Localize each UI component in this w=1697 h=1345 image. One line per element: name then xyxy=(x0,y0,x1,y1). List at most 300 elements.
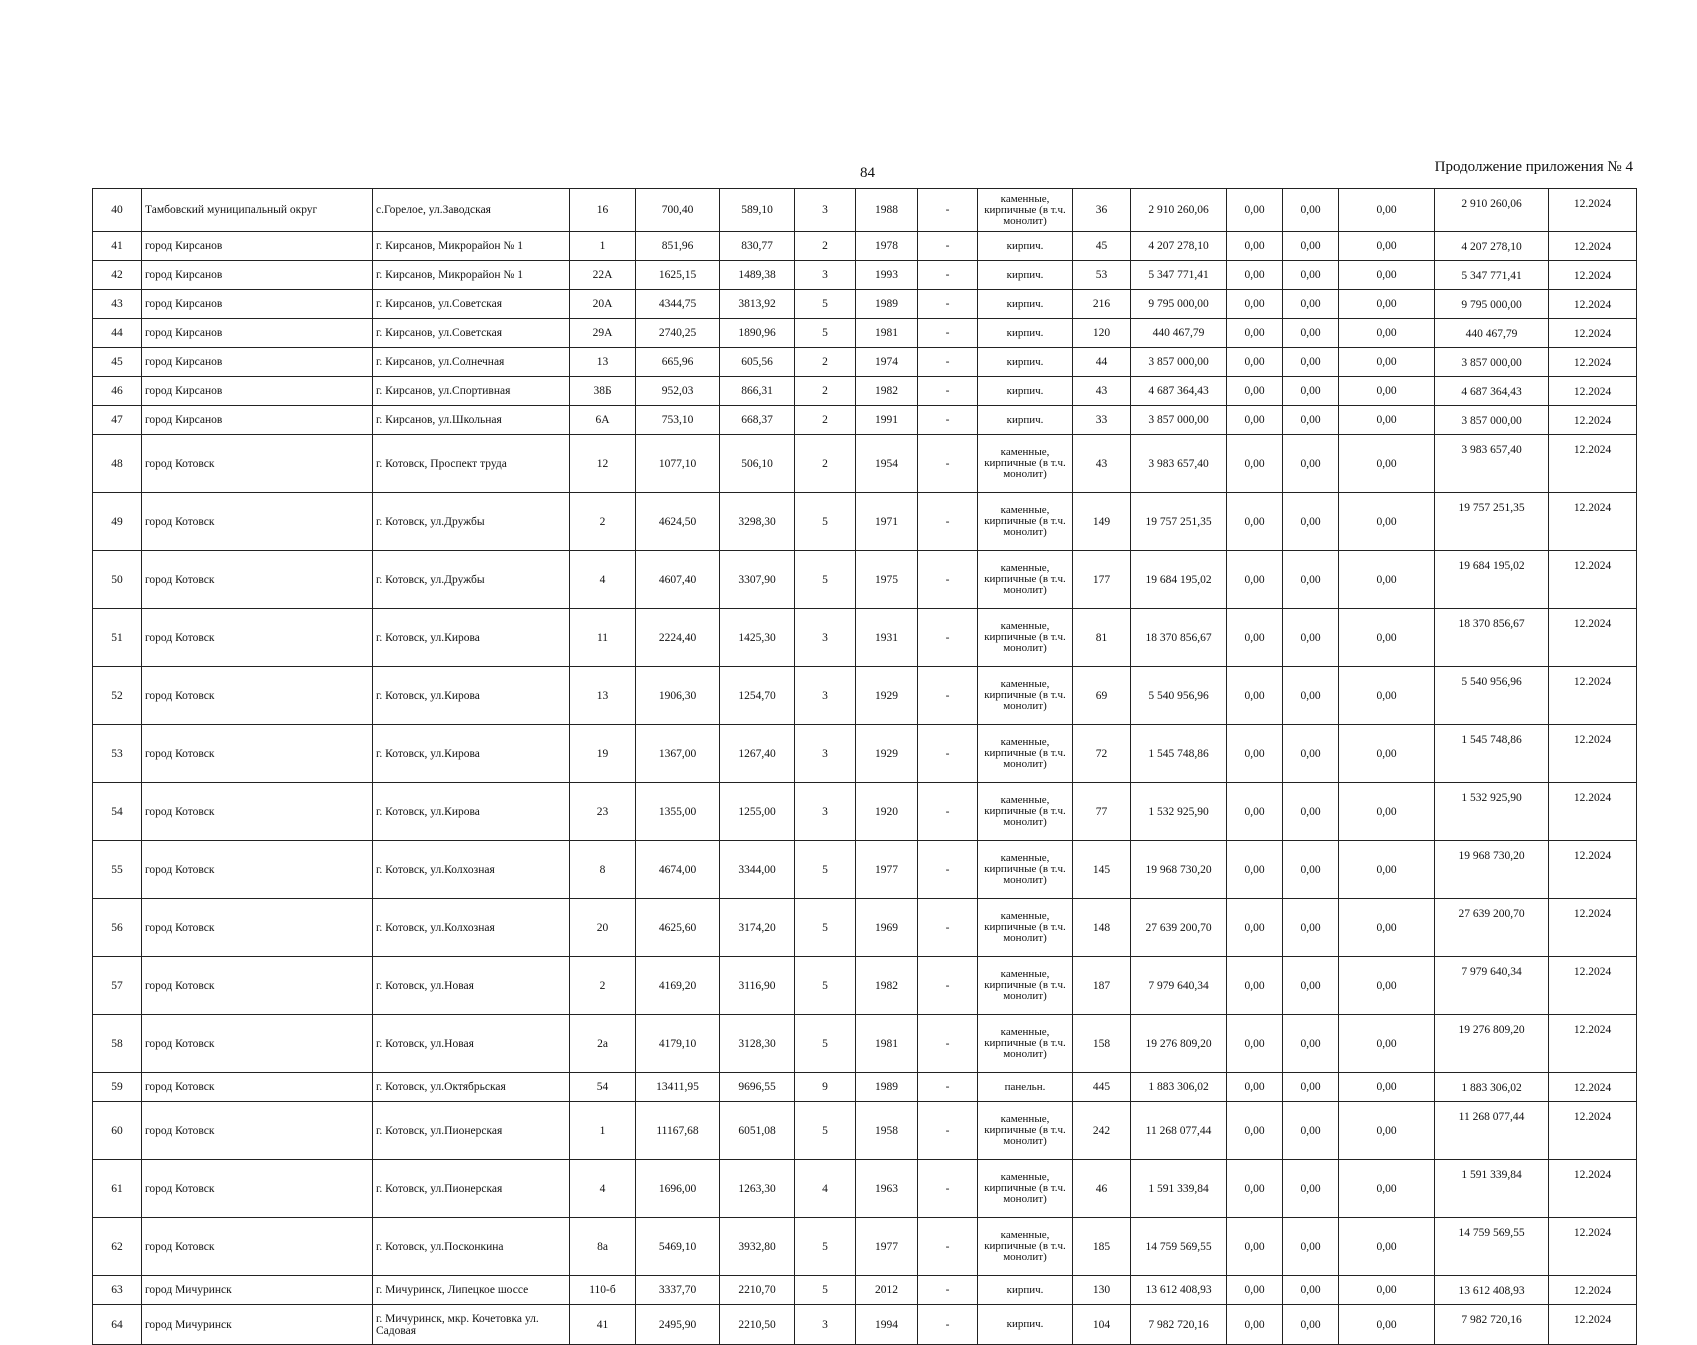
living-area: 3344,00 xyxy=(720,841,795,899)
year-built: 1989 xyxy=(856,290,918,319)
address: г. Котовск, ул.Кирова xyxy=(373,667,570,725)
year-built: 1982 xyxy=(856,957,918,1015)
floors: 2 xyxy=(795,348,856,377)
living-area: 506,10 xyxy=(720,435,795,493)
address: г. Котовск, ул.Колхозная xyxy=(373,899,570,957)
total-cost: 1 883 306,02 xyxy=(1131,1073,1227,1102)
row-number: 62 xyxy=(93,1218,142,1276)
cost-col-2: 0,00 xyxy=(1283,1102,1339,1160)
cost-col-3: 0,00 xyxy=(1339,1218,1435,1276)
municipality: город Кирсанов xyxy=(142,261,373,290)
municipality: город Котовск xyxy=(142,609,373,667)
residents: 44 xyxy=(1073,348,1131,377)
floors: 5 xyxy=(795,493,856,551)
cost-col-2: 0,00 xyxy=(1283,406,1339,435)
living-area: 1267,40 xyxy=(720,725,795,783)
year-built: 1969 xyxy=(856,899,918,957)
total-cost: 3 983 657,40 xyxy=(1131,435,1227,493)
residents: 45 xyxy=(1073,232,1131,261)
dash: - xyxy=(918,1102,978,1160)
floors: 3 xyxy=(795,1305,856,1345)
municipality: город Котовск xyxy=(142,725,373,783)
living-area: 1254,70 xyxy=(720,667,795,725)
residents: 445 xyxy=(1073,1073,1131,1102)
residents: 33 xyxy=(1073,406,1131,435)
floors: 3 xyxy=(795,261,856,290)
total-cost: 7 979 640,34 xyxy=(1131,957,1227,1015)
municipality: город Котовск xyxy=(142,435,373,493)
year-built: 1974 xyxy=(856,348,918,377)
address: г. Котовск, ул.Кирова xyxy=(373,783,570,841)
cost-col-2: 0,00 xyxy=(1283,232,1339,261)
wall-material: каменные, кирпичные (в т.ч. монолит) xyxy=(978,609,1073,667)
residents: 216 xyxy=(1073,290,1131,319)
residents: 72 xyxy=(1073,725,1131,783)
house-number: 2 xyxy=(570,957,636,1015)
row-number: 41 xyxy=(93,232,142,261)
cost-col-2: 0,00 xyxy=(1283,348,1339,377)
municipality: город Кирсанов xyxy=(142,348,373,377)
cost-col-3: 0,00 xyxy=(1339,1160,1435,1218)
total-cost: 27 639 200,70 xyxy=(1131,899,1227,957)
year-built: 1981 xyxy=(856,319,918,348)
table-row xyxy=(93,1073,1637,1102)
residents: 36 xyxy=(1073,189,1131,232)
house-number: 2 xyxy=(570,493,636,551)
house-number: 20А xyxy=(570,290,636,319)
cost-sum: 1 545 748,86 xyxy=(1435,725,1549,783)
house-number: 1 xyxy=(570,232,636,261)
living-area: 2210,50 xyxy=(720,1305,795,1345)
wall-material: каменные, кирпичные (в т.ч. монолит) xyxy=(978,957,1073,1015)
cost-col-1: 0,00 xyxy=(1227,1218,1283,1276)
address: г. Кирсанов, ул.Школьная xyxy=(373,406,570,435)
wall-material: каменные, кирпичные (в т.ч. монолит) xyxy=(978,1102,1073,1160)
house-number: 12 xyxy=(570,435,636,493)
wall-material: кирпич. xyxy=(978,290,1073,319)
floors: 9 xyxy=(795,1073,856,1102)
completion-date: 12.2024 xyxy=(1549,435,1637,493)
dash: - xyxy=(918,232,978,261)
cost-col-1: 0,00 xyxy=(1227,783,1283,841)
municipality: город Кирсанов xyxy=(142,406,373,435)
cost-sum: 5 347 771,41 xyxy=(1435,261,1549,290)
cost-col-3: 0,00 xyxy=(1339,1305,1435,1345)
completion-date: 12.2024 xyxy=(1549,957,1637,1015)
total-area: 2224,40 xyxy=(636,609,720,667)
residents: 69 xyxy=(1073,667,1131,725)
cost-col-2: 0,00 xyxy=(1283,261,1339,290)
municipality: город Котовск xyxy=(142,1160,373,1218)
dash: - xyxy=(918,1073,978,1102)
completion-date: 12.2024 xyxy=(1549,609,1637,667)
floors: 5 xyxy=(795,841,856,899)
dash: - xyxy=(918,1218,978,1276)
wall-material: каменные, кирпичные (в т.ч. монолит) xyxy=(978,1218,1073,1276)
total-cost: 19 684 195,02 xyxy=(1131,551,1227,609)
floors: 3 xyxy=(795,189,856,232)
municipality: город Кирсанов xyxy=(142,290,373,319)
year-built: 1994 xyxy=(856,1305,918,1345)
residents: 187 xyxy=(1073,957,1131,1015)
dash: - xyxy=(918,435,978,493)
row-number: 40 xyxy=(93,189,142,232)
cost-sum: 3 857 000,00 xyxy=(1435,348,1549,377)
cost-col-1: 0,00 xyxy=(1227,1160,1283,1218)
cost-col-2: 0,00 xyxy=(1283,189,1339,232)
address: г. Котовск, Проспект труда xyxy=(373,435,570,493)
cost-col-1: 0,00 xyxy=(1227,899,1283,957)
house-number: 38Б xyxy=(570,377,636,406)
cost-sum: 5 540 956,96 xyxy=(1435,667,1549,725)
cost-col-2: 0,00 xyxy=(1283,1160,1339,1218)
row-number: 63 xyxy=(93,1276,142,1305)
row-number: 58 xyxy=(93,1015,142,1073)
total-cost: 4 687 364,43 xyxy=(1131,377,1227,406)
wall-material: каменные, кирпичные (в т.ч. монолит) xyxy=(978,1015,1073,1073)
residents: 43 xyxy=(1073,377,1131,406)
cost-col-2: 0,00 xyxy=(1283,957,1339,1015)
dash: - xyxy=(918,551,978,609)
completion-date: 12.2024 xyxy=(1549,290,1637,319)
wall-material: каменные, кирпичные (в т.ч. монолит) xyxy=(978,783,1073,841)
cost-col-2: 0,00 xyxy=(1283,493,1339,551)
table-row xyxy=(93,493,1637,551)
wall-material: каменные, кирпичные (в т.ч. монолит) xyxy=(978,1160,1073,1218)
total-area: 4674,00 xyxy=(636,841,720,899)
completion-date: 12.2024 xyxy=(1549,232,1637,261)
living-area: 1425,30 xyxy=(720,609,795,667)
row-number: 57 xyxy=(93,957,142,1015)
completion-date: 12.2024 xyxy=(1549,1073,1637,1102)
cost-col-3: 0,00 xyxy=(1339,1015,1435,1073)
municipality: город Мичуринск xyxy=(142,1305,373,1345)
completion-date: 12.2024 xyxy=(1549,841,1637,899)
dash: - xyxy=(918,319,978,348)
cost-col-2: 0,00 xyxy=(1283,1305,1339,1345)
row-number: 47 xyxy=(93,406,142,435)
municipality: город Котовск xyxy=(142,783,373,841)
table-row xyxy=(93,957,1637,1015)
residents: 104 xyxy=(1073,1305,1131,1345)
row-number: 51 xyxy=(93,609,142,667)
address: г. Кирсанов, Микрорайон № 1 xyxy=(373,232,570,261)
cost-col-1: 0,00 xyxy=(1227,1305,1283,1345)
table-row xyxy=(93,1276,1637,1305)
wall-material: кирпич. xyxy=(978,377,1073,406)
house-number: 110-б xyxy=(570,1276,636,1305)
cost-col-2: 0,00 xyxy=(1283,609,1339,667)
municipality: город Котовск xyxy=(142,667,373,725)
cost-col-1: 0,00 xyxy=(1227,435,1283,493)
cost-col-3: 0,00 xyxy=(1339,783,1435,841)
completion-date: 12.2024 xyxy=(1549,1102,1637,1160)
house-number: 13 xyxy=(570,348,636,377)
living-area: 3116,90 xyxy=(720,957,795,1015)
address: г. Кирсанов, ул.Советская xyxy=(373,319,570,348)
cost-col-2: 0,00 xyxy=(1283,1218,1339,1276)
cost-col-1: 0,00 xyxy=(1227,667,1283,725)
living-area: 6051,08 xyxy=(720,1102,795,1160)
total-area: 3337,70 xyxy=(636,1276,720,1305)
completion-date: 12.2024 xyxy=(1549,1305,1637,1345)
year-built: 1977 xyxy=(856,1218,918,1276)
living-area: 3813,92 xyxy=(720,290,795,319)
completion-date: 12.2024 xyxy=(1549,783,1637,841)
municipality: город Кирсанов xyxy=(142,232,373,261)
cost-col-1: 0,00 xyxy=(1227,1073,1283,1102)
completion-date: 12.2024 xyxy=(1549,377,1637,406)
wall-material: каменные, кирпичные (в т.ч. монолит) xyxy=(978,435,1073,493)
floors: 5 xyxy=(795,957,856,1015)
house-number: 2а xyxy=(570,1015,636,1073)
cost-sum: 4 207 278,10 xyxy=(1435,232,1549,261)
total-area: 4624,50 xyxy=(636,493,720,551)
house-number: 16 xyxy=(570,189,636,232)
total-cost: 440 467,79 xyxy=(1131,319,1227,348)
cost-col-1: 0,00 xyxy=(1227,377,1283,406)
cost-sum: 18 370 856,67 xyxy=(1435,609,1549,667)
table-row xyxy=(93,1102,1637,1160)
house-number: 13 xyxy=(570,667,636,725)
total-area: 4625,60 xyxy=(636,899,720,957)
address: г. Котовск, ул.Кирова xyxy=(373,725,570,783)
total-cost: 19 968 730,20 xyxy=(1131,841,1227,899)
floors: 5 xyxy=(795,319,856,348)
cost-col-1: 0,00 xyxy=(1227,609,1283,667)
table-row xyxy=(93,899,1637,957)
total-cost: 5 347 771,41 xyxy=(1131,261,1227,290)
address: г. Котовск, ул.Октябрьская xyxy=(373,1073,570,1102)
municipality: город Кирсанов xyxy=(142,319,373,348)
residents: 148 xyxy=(1073,899,1131,957)
cost-sum: 19 757 251,35 xyxy=(1435,493,1549,551)
living-area: 2210,70 xyxy=(720,1276,795,1305)
table-row xyxy=(93,189,1637,232)
cost-col-3: 0,00 xyxy=(1339,261,1435,290)
total-area: 4344,75 xyxy=(636,290,720,319)
cost-sum: 2 910 260,06 xyxy=(1435,189,1549,232)
row-number: 45 xyxy=(93,348,142,377)
floors: 3 xyxy=(795,609,856,667)
municipality: город Котовск xyxy=(142,1102,373,1160)
house-number: 8а xyxy=(570,1218,636,1276)
cost-col-3: 0,00 xyxy=(1339,957,1435,1015)
cost-col-3: 0,00 xyxy=(1339,493,1435,551)
cost-col-1: 0,00 xyxy=(1227,406,1283,435)
cost-col-3: 0,00 xyxy=(1339,406,1435,435)
cost-col-2: 0,00 xyxy=(1283,667,1339,725)
dash: - xyxy=(918,377,978,406)
row-number: 43 xyxy=(93,290,142,319)
row-number: 53 xyxy=(93,725,142,783)
cost-col-3: 0,00 xyxy=(1339,725,1435,783)
cost-col-3: 0,00 xyxy=(1339,377,1435,406)
table-row xyxy=(93,290,1637,319)
cost-col-2: 0,00 xyxy=(1283,435,1339,493)
total-cost: 4 207 278,10 xyxy=(1131,232,1227,261)
living-area: 830,77 xyxy=(720,232,795,261)
municipality: город Котовск xyxy=(142,841,373,899)
house-number: 41 xyxy=(570,1305,636,1345)
dash: - xyxy=(918,261,978,290)
housing-table xyxy=(92,188,1637,1345)
address: г. Котовск, ул.Пионерская xyxy=(373,1102,570,1160)
total-area: 13411,95 xyxy=(636,1073,720,1102)
cost-col-2: 0,00 xyxy=(1283,783,1339,841)
wall-material: каменные, кирпичные (в т.ч. монолит) xyxy=(978,841,1073,899)
municipality: город Котовск xyxy=(142,551,373,609)
cost-col-2: 0,00 xyxy=(1283,1276,1339,1305)
address: г. Кирсанов, ул.Советская xyxy=(373,290,570,319)
table-row xyxy=(93,551,1637,609)
row-number: 61 xyxy=(93,1160,142,1218)
year-built: 1971 xyxy=(856,493,918,551)
total-cost: 19 757 251,35 xyxy=(1131,493,1227,551)
cost-sum: 27 639 200,70 xyxy=(1435,899,1549,957)
address: г. Котовск, ул.Посконкина xyxy=(373,1218,570,1276)
address: г. Котовск, ул.Новая xyxy=(373,1015,570,1073)
floors: 5 xyxy=(795,1218,856,1276)
year-built: 2012 xyxy=(856,1276,918,1305)
total-cost: 9 795 000,00 xyxy=(1131,290,1227,319)
cost-col-1: 0,00 xyxy=(1227,493,1283,551)
cost-col-1: 0,00 xyxy=(1227,261,1283,290)
dash: - xyxy=(918,1305,978,1345)
total-area: 753,10 xyxy=(636,406,720,435)
living-area: 3298,30 xyxy=(720,493,795,551)
living-area: 3174,20 xyxy=(720,899,795,957)
residents: 149 xyxy=(1073,493,1131,551)
cost-col-1: 0,00 xyxy=(1227,725,1283,783)
wall-material: каменные, кирпичные (в т.ч. монолит) xyxy=(978,667,1073,725)
appendix-title: Продолжение приложения № 4 xyxy=(1434,159,1633,175)
total-cost: 1 591 339,84 xyxy=(1131,1160,1227,1218)
year-built: 1988 xyxy=(856,189,918,232)
cost-col-3: 0,00 xyxy=(1339,319,1435,348)
year-built: 1929 xyxy=(856,725,918,783)
cost-col-2: 0,00 xyxy=(1283,725,1339,783)
cost-sum: 7 982 720,16 xyxy=(1435,1305,1549,1345)
cost-col-1: 0,00 xyxy=(1227,551,1283,609)
floors: 5 xyxy=(795,1015,856,1073)
living-area: 866,31 xyxy=(720,377,795,406)
cost-sum: 1 532 925,90 xyxy=(1435,783,1549,841)
year-built: 1975 xyxy=(856,551,918,609)
total-cost: 2 910 260,06 xyxy=(1131,189,1227,232)
cost-col-3: 0,00 xyxy=(1339,1276,1435,1305)
residents: 81 xyxy=(1073,609,1131,667)
house-number: 22А xyxy=(570,261,636,290)
cost-col-2: 0,00 xyxy=(1283,551,1339,609)
cost-col-3: 0,00 xyxy=(1339,609,1435,667)
living-area: 589,10 xyxy=(720,189,795,232)
table-row xyxy=(93,1305,1637,1345)
cost-col-2: 0,00 xyxy=(1283,1073,1339,1102)
cost-sum: 3 857 000,00 xyxy=(1435,406,1549,435)
living-area: 1255,00 xyxy=(720,783,795,841)
dash: - xyxy=(918,783,978,841)
municipality: город Кирсанов xyxy=(142,377,373,406)
total-area: 851,96 xyxy=(636,232,720,261)
residents: 242 xyxy=(1073,1102,1131,1160)
residents: 120 xyxy=(1073,319,1131,348)
total-cost: 13 612 408,93 xyxy=(1131,1276,1227,1305)
completion-date: 12.2024 xyxy=(1549,189,1637,232)
address: г. Кирсанов, Микрорайон № 1 xyxy=(373,261,570,290)
floors: 5 xyxy=(795,1276,856,1305)
residents: 43 xyxy=(1073,435,1131,493)
completion-date: 12.2024 xyxy=(1549,725,1637,783)
floors: 5 xyxy=(795,899,856,957)
year-built: 1931 xyxy=(856,609,918,667)
cost-col-3: 0,00 xyxy=(1339,551,1435,609)
cost-col-1: 0,00 xyxy=(1227,348,1283,377)
floors: 4 xyxy=(795,1160,856,1218)
year-built: 1954 xyxy=(856,435,918,493)
cost-col-3: 0,00 xyxy=(1339,232,1435,261)
house-number: 19 xyxy=(570,725,636,783)
cost-sum: 11 268 077,44 xyxy=(1435,1102,1549,1160)
municipality: город Котовск xyxy=(142,1015,373,1073)
year-built: 1958 xyxy=(856,1102,918,1160)
year-built: 1978 xyxy=(856,232,918,261)
completion-date: 12.2024 xyxy=(1549,1160,1637,1218)
row-number: 50 xyxy=(93,551,142,609)
floors: 2 xyxy=(795,377,856,406)
address: г. Мичуринск, Липецкое шоссе xyxy=(373,1276,570,1305)
cost-col-2: 0,00 xyxy=(1283,377,1339,406)
completion-date: 12.2024 xyxy=(1549,551,1637,609)
total-area: 2495,90 xyxy=(636,1305,720,1345)
total-cost: 11 268 077,44 xyxy=(1131,1102,1227,1160)
cost-sum: 19 968 730,20 xyxy=(1435,841,1549,899)
house-number: 23 xyxy=(570,783,636,841)
total-cost: 19 276 809,20 xyxy=(1131,1015,1227,1073)
total-area: 1906,30 xyxy=(636,667,720,725)
address: г. Котовск, ул.Кирова xyxy=(373,609,570,667)
cost-sum: 19 276 809,20 xyxy=(1435,1015,1549,1073)
year-built: 1929 xyxy=(856,667,918,725)
floors: 5 xyxy=(795,551,856,609)
dash: - xyxy=(918,1015,978,1073)
cost-col-3: 0,00 xyxy=(1339,290,1435,319)
living-area: 3307,90 xyxy=(720,551,795,609)
address: с.Горелое, ул.Заводская xyxy=(373,189,570,232)
completion-date: 12.2024 xyxy=(1549,261,1637,290)
completion-date: 12.2024 xyxy=(1549,319,1637,348)
residents: 158 xyxy=(1073,1015,1131,1073)
house-number: 29А xyxy=(570,319,636,348)
total-area: 700,40 xyxy=(636,189,720,232)
completion-date: 12.2024 xyxy=(1549,667,1637,725)
total-area: 11167,68 xyxy=(636,1102,720,1160)
wall-material: панельн. xyxy=(978,1073,1073,1102)
house-number: 6А xyxy=(570,406,636,435)
address: г. Котовск, ул.Новая xyxy=(373,957,570,1015)
total-area: 5469,10 xyxy=(636,1218,720,1276)
wall-material: каменные, кирпичные (в т.ч. монолит) xyxy=(978,189,1073,232)
total-area: 952,03 xyxy=(636,377,720,406)
cost-col-1: 0,00 xyxy=(1227,290,1283,319)
table-body xyxy=(93,189,1637,1345)
row-number: 56 xyxy=(93,899,142,957)
wall-material: каменные, кирпичные (в т.ч. монолит) xyxy=(978,725,1073,783)
cost-col-3: 0,00 xyxy=(1339,1102,1435,1160)
wall-material: каменные, кирпичные (в т.ч. монолит) xyxy=(978,493,1073,551)
living-area: 3128,30 xyxy=(720,1015,795,1073)
municipality: город Котовск xyxy=(142,493,373,551)
